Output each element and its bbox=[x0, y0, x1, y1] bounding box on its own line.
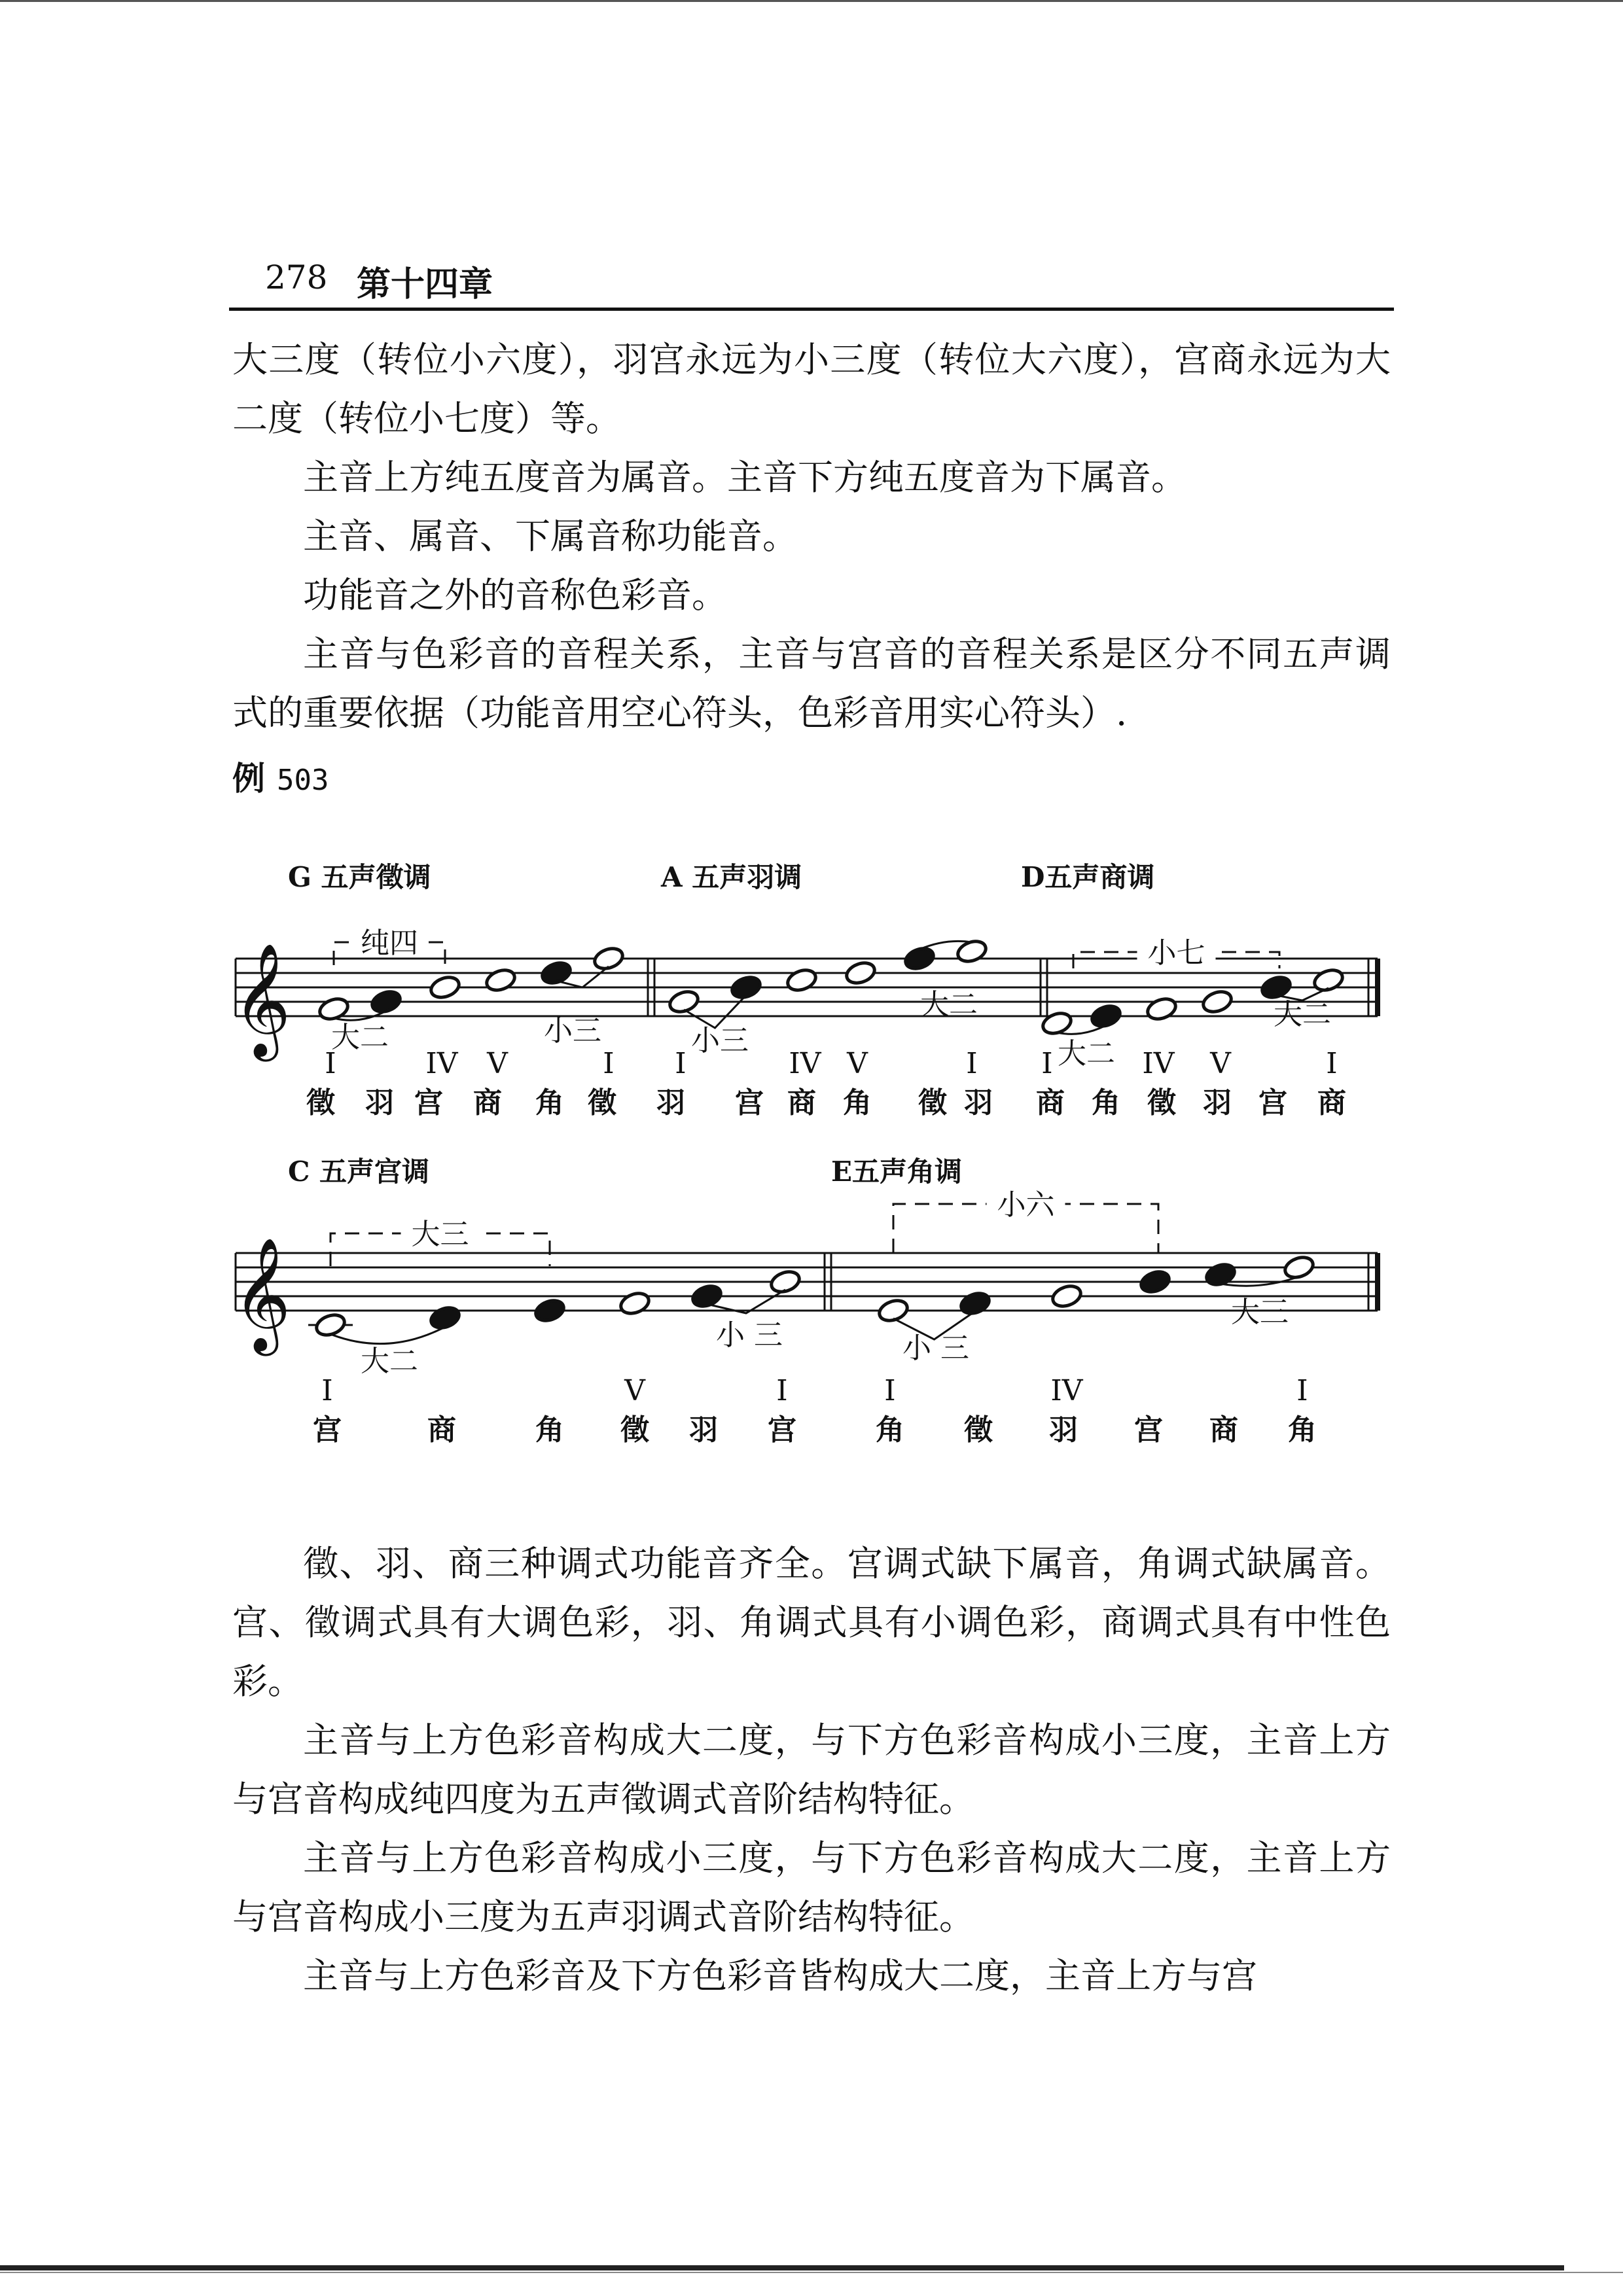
degree-label: I bbox=[1296, 1374, 1308, 1407]
paragraph: 主音与上方色彩音构成小三度，与下方色彩音构成大二度，主音上方与宫音构成小三度为五声羽调式音阶结构特征。 bbox=[232, 1837, 1391, 1937]
interval-label: 小三 bbox=[691, 1024, 749, 1057]
degree-label: V bbox=[487, 1047, 508, 1080]
note-name: 角 bbox=[535, 1413, 564, 1447]
filled-notehead bbox=[690, 1282, 724, 1309]
scale-title: G 五声徵调 bbox=[288, 861, 431, 893]
degree-label: I bbox=[1326, 1047, 1338, 1080]
filled-notehead bbox=[1139, 1268, 1172, 1295]
note-name: 商 bbox=[427, 1413, 456, 1447]
note-name: 商 bbox=[1036, 1086, 1065, 1120]
note-name: 角 bbox=[535, 1086, 564, 1120]
chapter-title: 第十四章 bbox=[357, 264, 493, 304]
paragraph: 主音上方纯五度音为属音。主音下方纯五度音为下属音。 bbox=[303, 457, 1186, 498]
hollow-notehead bbox=[1050, 1282, 1084, 1309]
hollow-notehead bbox=[1312, 966, 1346, 993]
note-name: 角 bbox=[843, 1086, 872, 1120]
note-name: 徵 bbox=[620, 1413, 649, 1447]
degree-label: V bbox=[1210, 1047, 1231, 1080]
hollow-notehead bbox=[1145, 995, 1179, 1022]
degree-label: IV bbox=[789, 1047, 821, 1080]
note-name: 徵 bbox=[306, 1086, 335, 1120]
scale-title: D五声商调 bbox=[1021, 861, 1155, 893]
degree-label: V bbox=[847, 1047, 868, 1080]
scale-title: E五声角调 bbox=[831, 1156, 963, 1188]
scan-bottom-edge bbox=[0, 2265, 1564, 2270]
note-name: 羽 bbox=[1203, 1086, 1232, 1120]
treble-clef-icon: 𝄞 bbox=[232, 1237, 291, 1351]
hollow-notehead bbox=[484, 966, 518, 993]
interval-label: 小六 bbox=[997, 1188, 1055, 1222]
interval-label: 小三 bbox=[544, 1014, 601, 1048]
staff-row-2 bbox=[233, 1156, 1378, 1447]
filled-notehead bbox=[730, 974, 763, 1000]
hollow-notehead bbox=[618, 1290, 652, 1316]
paragraph: 主音、属音、下属音称功能音。 bbox=[303, 516, 798, 557]
hollow-notehead bbox=[592, 945, 626, 972]
interval-label: 大二 bbox=[1274, 998, 1331, 1031]
note-name: 宫 bbox=[1258, 1086, 1287, 1120]
interval-label: 小 三 bbox=[902, 1332, 969, 1365]
scale-title: C 五声宫调 bbox=[288, 1156, 430, 1188]
interval-label: 小 三 bbox=[716, 1318, 783, 1352]
degree-label: IV bbox=[1050, 1374, 1083, 1407]
hollow-notehead bbox=[785, 966, 819, 993]
degree-label: I bbox=[1041, 1047, 1053, 1080]
note-name: 商 bbox=[1209, 1413, 1238, 1447]
paragraph: 徵、羽、商三种调式功能音齐全。宫调式缺下属音，角调式缺属音。宫、徵调式具有大调色彩，羽、角调式具有小调色彩，商调式具有中性色彩。 bbox=[232, 1543, 1391, 1702]
hollow-notehead bbox=[844, 959, 878, 986]
note-name: 羽 bbox=[365, 1086, 394, 1120]
note-name: 商 bbox=[1317, 1086, 1346, 1120]
hollow-notehead bbox=[877, 1297, 910, 1324]
note-name: 羽 bbox=[689, 1413, 718, 1447]
interval-arc bbox=[330, 1327, 445, 1344]
note-name: 徵 bbox=[1147, 1086, 1176, 1120]
note-name: 宫 bbox=[414, 1086, 443, 1120]
scan-bottom-edge-thin bbox=[0, 2272, 1623, 2273]
note-name: 羽 bbox=[1049, 1413, 1078, 1447]
note-name: 角 bbox=[1092, 1086, 1120, 1120]
note-name: 宫 bbox=[1134, 1413, 1163, 1447]
note-name: 宫 bbox=[768, 1413, 796, 1447]
note-name: 徵 bbox=[918, 1086, 947, 1120]
interval-label: 纯四 bbox=[361, 927, 418, 960]
example-number: 503 bbox=[277, 764, 329, 797]
note-name: 羽 bbox=[964, 1086, 993, 1120]
filled-notehead bbox=[540, 959, 573, 986]
degree-label: I bbox=[966, 1047, 978, 1080]
paragraph: 主音与上方色彩音构成大二度，与下方色彩音构成小三度，主音上方与宫音构成纯四度为五声徵调式音阶结构特征。 bbox=[232, 1720, 1391, 1820]
interval-label: 大二 bbox=[361, 1345, 418, 1378]
note-name: 角 bbox=[876, 1413, 904, 1447]
degree-label: I bbox=[776, 1374, 788, 1407]
degree-label: IV bbox=[425, 1047, 458, 1080]
example-word: 例 bbox=[232, 759, 265, 798]
paragraph: 功能音之外的音称色彩音。 bbox=[303, 574, 727, 616]
hollow-notehead bbox=[668, 988, 701, 1015]
note-name: 宫 bbox=[313, 1413, 342, 1447]
note-name: 商 bbox=[787, 1086, 816, 1120]
treble-clef-icon: 𝄞 bbox=[232, 943, 291, 1057]
note-name: 角 bbox=[1288, 1413, 1317, 1447]
degree-label: I bbox=[321, 1374, 333, 1407]
interval-label: 大三 bbox=[411, 1218, 469, 1251]
degree-label: IV bbox=[1142, 1047, 1175, 1080]
hollow-notehead bbox=[1201, 988, 1234, 1015]
degree-label: V bbox=[624, 1374, 645, 1407]
note-name: 宫 bbox=[735, 1086, 764, 1120]
hollow-notehead bbox=[769, 1268, 802, 1295]
degree-label: I bbox=[603, 1047, 615, 1080]
note-name: 徵 bbox=[588, 1086, 616, 1120]
note-name: 羽 bbox=[656, 1086, 685, 1120]
degree-label: I bbox=[884, 1374, 896, 1407]
scale-title: A 五声羽调 bbox=[661, 861, 802, 893]
filled-notehead bbox=[959, 1290, 992, 1316]
paragraph: 主音与上方色彩音及下方色彩音皆构成大二度，主音上方与宫 bbox=[303, 1955, 1257, 1996]
interval-label: 大二 bbox=[920, 988, 978, 1021]
paragraph: 主音与色彩音的音程关系，主音与宫音的音程关系是区分不同五声调式的重要依据（功能音用空心符头，色彩音用实心符头）. bbox=[232, 633, 1391, 733]
page-number: 278 bbox=[265, 258, 328, 296]
filled-notehead bbox=[533, 1297, 567, 1324]
hollow-notehead bbox=[429, 974, 462, 1000]
note-name: 商 bbox=[473, 1086, 502, 1120]
paragraph: 大三度（转位小六度），羽宫永远为小三度（转位大六度），宫商永远为大二度（转位小七度）等。 bbox=[232, 339, 1391, 439]
degree-label: I bbox=[325, 1047, 336, 1080]
interval-label: 大二 bbox=[1058, 1037, 1115, 1070]
degree-label: I bbox=[675, 1047, 687, 1080]
staff-row-1 bbox=[233, 861, 1378, 1120]
note-name: 徵 bbox=[964, 1413, 993, 1447]
interval-label: 大二 bbox=[331, 1021, 389, 1054]
interval-label: 小七 bbox=[1147, 936, 1205, 970]
interval-label: 大三 bbox=[1231, 1296, 1289, 1329]
